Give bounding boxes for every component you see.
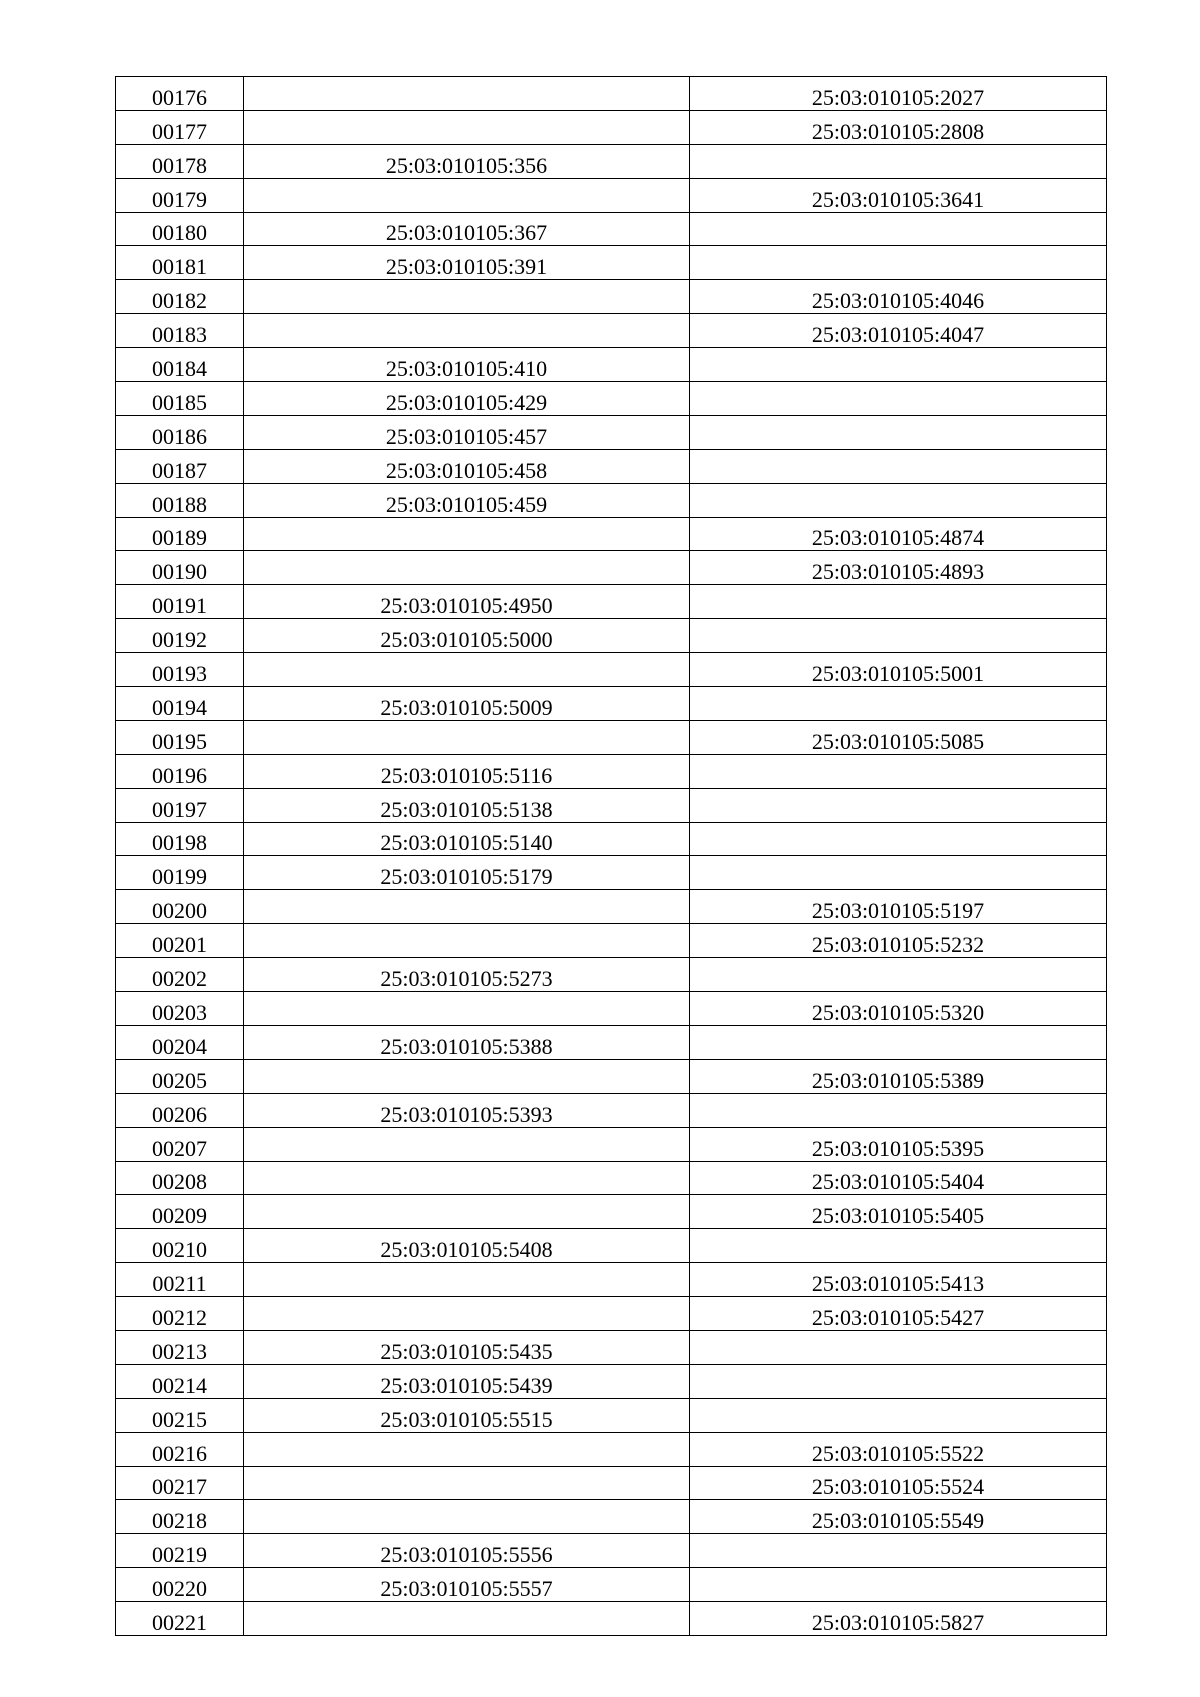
column-b-cell [690, 1398, 1107, 1432]
table-row [116, 382, 1107, 416]
column-a-cell [244, 1330, 690, 1364]
column-a-cell [244, 958, 690, 992]
table-row [116, 1330, 1107, 1364]
row-number: 00178 [152, 152, 207, 178]
column-b-cell [690, 1229, 1107, 1263]
column-a-cell [244, 1466, 690, 1500]
table-row [116, 212, 1107, 246]
column-a-cell [244, 856, 690, 890]
row-number: 00191 [152, 593, 207, 619]
column-b-cell [690, 1093, 1107, 1127]
table-row [116, 1466, 1107, 1500]
column-a-cell [244, 687, 690, 721]
column-b-cell [690, 1195, 1107, 1229]
row-number-cell [116, 1364, 244, 1398]
row-number: 00181 [152, 254, 207, 280]
cadastral-number-b: 25:03:010105:5389 [811, 1067, 985, 1093]
column-b-cell [690, 1534, 1107, 1568]
table-row [116, 992, 1107, 1026]
cadastral-number-b: 25:03:010105:5001 [811, 661, 985, 687]
cadastral-number-a: 25:03:010105:5439 [380, 1372, 553, 1398]
column-a-cell [244, 449, 690, 483]
table-row [116, 178, 1107, 212]
row-number: 00193 [152, 661, 207, 687]
cadastral-number-b: 25:03:010105:2027 [811, 84, 985, 110]
column-b-cell [690, 754, 1107, 788]
cadastral-number-a: 25:03:010105:457 [385, 423, 548, 449]
column-a-cell [244, 992, 690, 1026]
row-number-cell [116, 314, 244, 348]
row-number-cell [116, 822, 244, 856]
column-a-cell [244, 1398, 690, 1432]
column-a-cell [244, 1568, 690, 1602]
column-a-cell [244, 1127, 690, 1161]
row-number-cell [116, 1263, 244, 1297]
column-a-cell [244, 619, 690, 653]
cadastral-number-a: 25:03:010105:5435 [380, 1338, 553, 1364]
cadastral-number-b: 25:03:010105:2808 [811, 118, 985, 144]
column-a-cell [244, 246, 690, 280]
row-number-cell [116, 212, 244, 246]
row-number-cell [116, 1093, 244, 1127]
row-number-cell [116, 1297, 244, 1331]
cadastral-number-b: 25:03:010105:5549 [811, 1508, 985, 1534]
row-number: 00212 [152, 1304, 207, 1330]
table-row [116, 1398, 1107, 1432]
table-row [116, 619, 1107, 653]
column-b-cell [690, 1602, 1107, 1636]
row-number: 00204 [152, 1033, 207, 1059]
row-number-cell [116, 1025, 244, 1059]
cadastral-number-a: 25:03:010105:410 [385, 356, 548, 382]
column-a-cell [244, 1432, 690, 1466]
cadastral-number-b: 25:03:010105:5232 [811, 932, 985, 958]
column-b-cell [690, 687, 1107, 721]
row-number: 00219 [152, 1542, 207, 1568]
cadastral-number-b: 25:03:010105:5197 [811, 898, 985, 924]
column-b-cell [690, 822, 1107, 856]
column-a-cell [244, 77, 690, 111]
column-b-cell [690, 483, 1107, 517]
column-b-cell [690, 1330, 1107, 1364]
row-number: 00195 [152, 728, 207, 754]
cadastral-number-b: 25:03:010105:5405 [811, 1203, 985, 1229]
cadastral-number-a: 25:03:010105:4950 [380, 593, 553, 619]
table-row [116, 890, 1107, 924]
column-b-cell [690, 280, 1107, 314]
column-a-cell [244, 585, 690, 619]
row-number: 00188 [152, 491, 207, 517]
cadastral-number-b: 25:03:010105:4047 [811, 322, 985, 348]
row-number-cell [116, 585, 244, 619]
row-number-cell [116, 958, 244, 992]
table-row [116, 449, 1107, 483]
row-number: 00216 [152, 1440, 207, 1466]
table-row [116, 856, 1107, 890]
table-row [116, 1127, 1107, 1161]
column-b-cell [690, 382, 1107, 416]
row-number-cell [116, 1398, 244, 1432]
column-a-cell [244, 178, 690, 212]
row-number: 00198 [152, 830, 207, 856]
table-row [116, 822, 1107, 856]
column-a-cell [244, 1364, 690, 1398]
row-number-cell [116, 415, 244, 449]
column-b-cell [690, 1466, 1107, 1500]
cadastral-number-b: 25:03:010105:5404 [811, 1169, 985, 1195]
column-a-cell [244, 890, 690, 924]
table-row [116, 788, 1107, 822]
cadastral-number-b: 25:03:010105:4046 [811, 288, 985, 314]
column-b-cell [690, 653, 1107, 687]
cadastral-number-b: 25:03:010105:5320 [811, 999, 985, 1025]
row-number-cell [116, 1432, 244, 1466]
table-row [116, 653, 1107, 687]
row-number: 00196 [152, 762, 207, 788]
row-number-cell [116, 1534, 244, 1568]
column-a-cell [244, 1229, 690, 1263]
table-row [116, 958, 1107, 992]
column-b-cell [690, 110, 1107, 144]
column-a-cell [244, 314, 690, 348]
cadastral-number-a: 25:03:010105:5556 [380, 1542, 553, 1568]
table-row [116, 415, 1107, 449]
column-b-cell [690, 212, 1107, 246]
row-number: 00220 [152, 1576, 207, 1602]
row-number-cell [116, 992, 244, 1026]
row-number-cell [116, 178, 244, 212]
column-a-cell [244, 348, 690, 382]
column-a-cell [244, 1534, 690, 1568]
table-row [116, 687, 1107, 721]
column-b-cell [690, 585, 1107, 619]
table-row [116, 1025, 1107, 1059]
column-b-cell [690, 619, 1107, 653]
row-number: 00180 [152, 220, 207, 246]
row-number: 00201 [152, 932, 207, 958]
row-number-cell [116, 1602, 244, 1636]
column-a-cell [244, 754, 690, 788]
row-number-cell [116, 348, 244, 382]
cadastral-number-a: 25:03:010105:458 [385, 457, 548, 483]
column-b-cell [690, 992, 1107, 1026]
cadastral-number-b: 25:03:010105:3641 [811, 186, 985, 212]
table-row [116, 585, 1107, 619]
table-row [116, 483, 1107, 517]
table-row [116, 1534, 1107, 1568]
table-row [116, 1432, 1107, 1466]
column-a-cell [244, 415, 690, 449]
row-number-cell [116, 653, 244, 687]
row-number-cell [116, 517, 244, 551]
cadastral-number-a: 25:03:010105:5179 [380, 864, 553, 890]
column-b-cell [690, 1364, 1107, 1398]
column-a-cell [244, 517, 690, 551]
row-number: 00189 [152, 525, 207, 551]
table-row [116, 1093, 1107, 1127]
cadastral-number-a: 25:03:010105:5116 [380, 762, 553, 788]
row-number-cell [116, 1195, 244, 1229]
cadastral-number-a: 25:03:010105:429 [385, 389, 548, 415]
row-number: 00185 [152, 389, 207, 415]
table-row [116, 1602, 1107, 1636]
row-number: 00187 [152, 457, 207, 483]
column-b-cell [690, 144, 1107, 178]
table-row [116, 144, 1107, 178]
column-b-cell [690, 924, 1107, 958]
row-number-cell [116, 687, 244, 721]
row-number: 00197 [152, 796, 207, 822]
cadastral-number-b: 25:03:010105:5427 [811, 1304, 985, 1330]
column-a-cell [244, 1161, 690, 1195]
column-b-cell [690, 1161, 1107, 1195]
row-number: 00210 [152, 1237, 207, 1263]
cadastral-number-a: 25:03:010105:5140 [380, 830, 553, 856]
column-b-cell [690, 1127, 1107, 1161]
row-number-cell [116, 1568, 244, 1602]
column-b-cell [690, 788, 1107, 822]
table-row [116, 348, 1107, 382]
row-number-cell [116, 483, 244, 517]
column-b-cell [690, 720, 1107, 754]
cadastral-number-a: 25:03:010105:5009 [380, 694, 553, 720]
column-b-cell [690, 449, 1107, 483]
row-number: 00213 [152, 1338, 207, 1364]
row-number: 00182 [152, 288, 207, 314]
cadastral-number-b: 25:03:010105:4874 [811, 525, 985, 551]
row-number-cell [116, 1330, 244, 1364]
row-number-cell [116, 890, 244, 924]
cadastral-number-b: 25:03:010105:5395 [811, 1135, 985, 1161]
column-b-cell [690, 890, 1107, 924]
row-number-cell [116, 1229, 244, 1263]
row-number: 00192 [152, 627, 207, 653]
column-a-cell [244, 1059, 690, 1093]
cadastral-number-a: 25:03:010105:5408 [380, 1237, 553, 1263]
column-a-cell [244, 110, 690, 144]
column-b-cell [690, 77, 1107, 111]
row-number-cell [116, 551, 244, 585]
column-a-cell [244, 653, 690, 687]
row-number: 00202 [152, 966, 207, 992]
column-a-cell [244, 1297, 690, 1331]
row-number: 00218 [152, 1508, 207, 1534]
row-number: 00179 [152, 186, 207, 212]
table-row [116, 517, 1107, 551]
table-row [116, 551, 1107, 585]
column-b-cell [690, 856, 1107, 890]
row-number-cell [116, 1059, 244, 1093]
cadastral-number-b: 25:03:010105:5827 [811, 1609, 985, 1635]
row-number: 00199 [152, 864, 207, 890]
table-row [116, 1568, 1107, 1602]
column-a-cell [244, 788, 690, 822]
column-b-cell [690, 1297, 1107, 1331]
row-number: 00205 [152, 1067, 207, 1093]
cadastral-number-a: 25:03:010105:5557 [380, 1576, 553, 1602]
row-number-cell [116, 1500, 244, 1534]
cadastral-number-b: 25:03:010105:5413 [811, 1271, 985, 1297]
table-row [116, 246, 1107, 280]
column-b-cell [690, 1432, 1107, 1466]
table-row [116, 314, 1107, 348]
row-number: 00190 [152, 559, 207, 585]
column-b-cell [690, 314, 1107, 348]
row-number: 00209 [152, 1203, 207, 1229]
column-b-cell [690, 1025, 1107, 1059]
column-b-cell [690, 1263, 1107, 1297]
row-number-cell [116, 924, 244, 958]
row-number: 00208 [152, 1169, 207, 1195]
column-a-cell [244, 1025, 690, 1059]
table-row [116, 1195, 1107, 1229]
table-body [116, 77, 1107, 1636]
row-number-cell [116, 77, 244, 111]
table-row [116, 924, 1107, 958]
cadastral-number-b: 25:03:010105:5522 [811, 1440, 985, 1466]
cadastral-number-table [115, 76, 1107, 1636]
column-b-cell [690, 1059, 1107, 1093]
table-row [116, 1364, 1107, 1398]
row-number-cell [116, 856, 244, 890]
row-number-cell [116, 246, 244, 280]
table-row [116, 1161, 1107, 1195]
cadastral-number-a: 25:03:010105:391 [385, 254, 548, 280]
table-row [116, 1263, 1107, 1297]
column-b-cell [690, 517, 1107, 551]
column-a-cell [244, 720, 690, 754]
column-a-cell [244, 1195, 690, 1229]
table-row [116, 754, 1107, 788]
row-number: 00177 [152, 118, 207, 144]
row-number-cell [116, 788, 244, 822]
row-number-cell [116, 720, 244, 754]
row-number: 00184 [152, 356, 207, 382]
table-row [116, 77, 1107, 111]
column-b-cell [690, 1500, 1107, 1534]
column-a-cell [244, 212, 690, 246]
column-b-cell [690, 178, 1107, 212]
column-b-cell [690, 1568, 1107, 1602]
cadastral-number-a: 25:03:010105:5388 [380, 1033, 553, 1059]
row-number-cell [116, 110, 244, 144]
column-b-cell [690, 415, 1107, 449]
column-b-cell [690, 246, 1107, 280]
row-number-cell [116, 144, 244, 178]
column-a-cell [244, 551, 690, 585]
row-number-cell [116, 1127, 244, 1161]
column-a-cell [244, 1500, 690, 1534]
row-number: 00203 [152, 999, 207, 1025]
table-row [116, 720, 1107, 754]
column-a-cell [244, 382, 690, 416]
row-number: 00211 [152, 1271, 207, 1297]
cadastral-number-a: 25:03:010105:5515 [380, 1406, 553, 1432]
column-a-cell [244, 822, 690, 856]
column-a-cell [244, 280, 690, 314]
column-a-cell [244, 483, 690, 517]
row-number-cell [116, 382, 244, 416]
cadastral-number-a: 25:03:010105:5000 [380, 627, 553, 653]
row-number: 00206 [152, 1101, 207, 1127]
row-number: 00176 [152, 84, 207, 110]
row-number: 00194 [152, 694, 207, 720]
cadastral-number-a: 25:03:010105:5138 [380, 796, 553, 822]
row-number: 00217 [152, 1474, 207, 1500]
cadastral-number-a: 25:03:010105:356 [385, 152, 548, 178]
row-number: 00186 [152, 423, 207, 449]
column-a-cell [244, 1093, 690, 1127]
column-a-cell [244, 1263, 690, 1297]
table-row [116, 1500, 1107, 1534]
cadastral-number-a: 25:03:010105:367 [385, 220, 548, 246]
table-row [116, 1297, 1107, 1331]
column-b-cell [690, 348, 1107, 382]
row-number-cell [116, 1161, 244, 1195]
table-row [116, 1229, 1107, 1263]
row-number: 00200 [152, 898, 207, 924]
cadastral-number-b: 25:03:010105:5085 [811, 728, 985, 754]
table-row [116, 1059, 1107, 1093]
row-number-cell [116, 449, 244, 483]
row-number-cell [116, 1466, 244, 1500]
row-number-cell [116, 619, 244, 653]
cadastral-number-a: 25:03:010105:459 [385, 491, 548, 517]
column-a-cell [244, 1602, 690, 1636]
column-a-cell [244, 144, 690, 178]
column-b-cell [690, 958, 1107, 992]
table-row [116, 280, 1107, 314]
column-a-cell [244, 924, 690, 958]
cadastral-number-a: 25:03:010105:5273 [380, 966, 553, 992]
cadastral-number-a: 25:03:010105:5393 [380, 1101, 553, 1127]
column-b-cell [690, 551, 1107, 585]
row-number: 00214 [152, 1372, 207, 1398]
row-number-cell [116, 754, 244, 788]
cadastral-number-b: 25:03:010105:4893 [811, 559, 985, 585]
row-number: 00221 [152, 1609, 207, 1635]
row-number: 00183 [152, 322, 207, 348]
row-number: 00207 [152, 1135, 207, 1161]
table-row [116, 110, 1107, 144]
row-number: 00215 [152, 1406, 207, 1432]
row-number-cell [116, 280, 244, 314]
cadastral-number-b: 25:03:010105:5524 [811, 1474, 985, 1500]
